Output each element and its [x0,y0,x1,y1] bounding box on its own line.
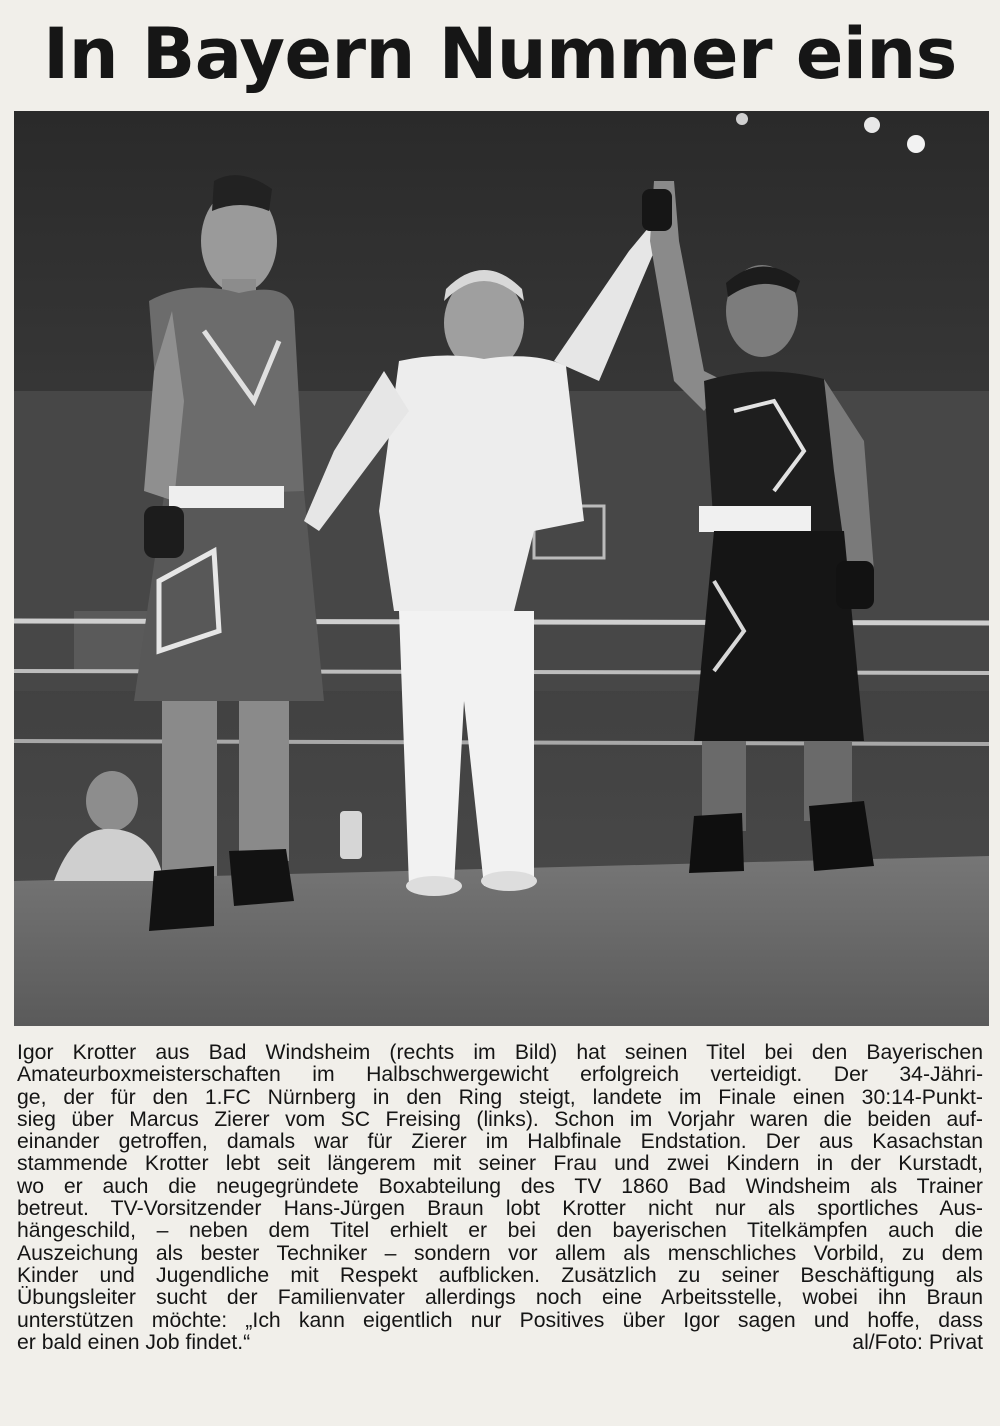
boxing-photo-illustration [14,111,989,1026]
caption-line: unterstützen möchte: „Ich kann eigentlich nur Positives über Igor sagen und hoffe, dass [17,1308,983,1332]
caption-line: Kinder und Jugendliche mit Respekt aufblicken. Zusätzlich zu seiner Beschäftigung als [17,1263,983,1287]
spectator-head [86,771,138,831]
ceiling-light [864,117,880,133]
caption-line: betreut. TV-Vorsitzender Hans-Jürgen Braun lobt Krotter nicht nur als sportliches Aus- [17,1197,983,1221]
ceiling-light [907,135,925,153]
caption-line: ge, der für den 1.FC Nürnberg in den Ring steigt, landete im Finale einen 30:14-Punkt- [17,1085,983,1109]
photo-credit: al/Foto: Privat [852,1330,983,1354]
caption-line: wo er auch die neugegründete Boxabteilung des TV 1860 Bad Windsheim als Trainer [17,1174,983,1198]
caption-line: einander getroffen, damals war für Zierer im Halbfinale Endstation. Der aus Kasachstan [17,1130,983,1154]
caption-line: Auszeichung als bester Techniker – sondern vor allem als menschliches Vorbild, zu dem [17,1241,983,1265]
article-photo [14,111,989,1026]
caption-line: sieg über Marcus Zierer vom SC Freising (links). Schon im Vorjahr waren die beiden auf- [17,1107,983,1131]
water-bottle [340,811,362,859]
article-caption [17,1042,983,1354]
ceiling-light [736,113,748,125]
caption-line: stammende Krotter lebt seit längerem mit seiner Frau und zwei Kindern in der Kurstadt, [17,1152,983,1176]
caption-line: Übungsleiter sucht der Familienvater allerdings noch eine Arbeitsstelle, wobei ihn Braun [17,1286,983,1310]
caption-line: Amateurboxmeisterschaften im Halbschwergewicht erfolgreich verteidigt. Der 34-Jährі- [17,1063,983,1087]
caption-line: Igor Krotter aus Bad Windsheim (rechts im Bild) hat seinen Titel bei den Bayerischen [17,1041,983,1064]
article-headline: In Bayern Nummer eins [43,13,957,95]
caption-last-line [17,1332,983,1354]
caption-closing-text: er bald einen Job findet.“ [17,1330,251,1354]
caption-line: hängeschild, – neben dem Titel erhielt er bei den bayerischen Titelkämpfen auch die [17,1219,983,1243]
